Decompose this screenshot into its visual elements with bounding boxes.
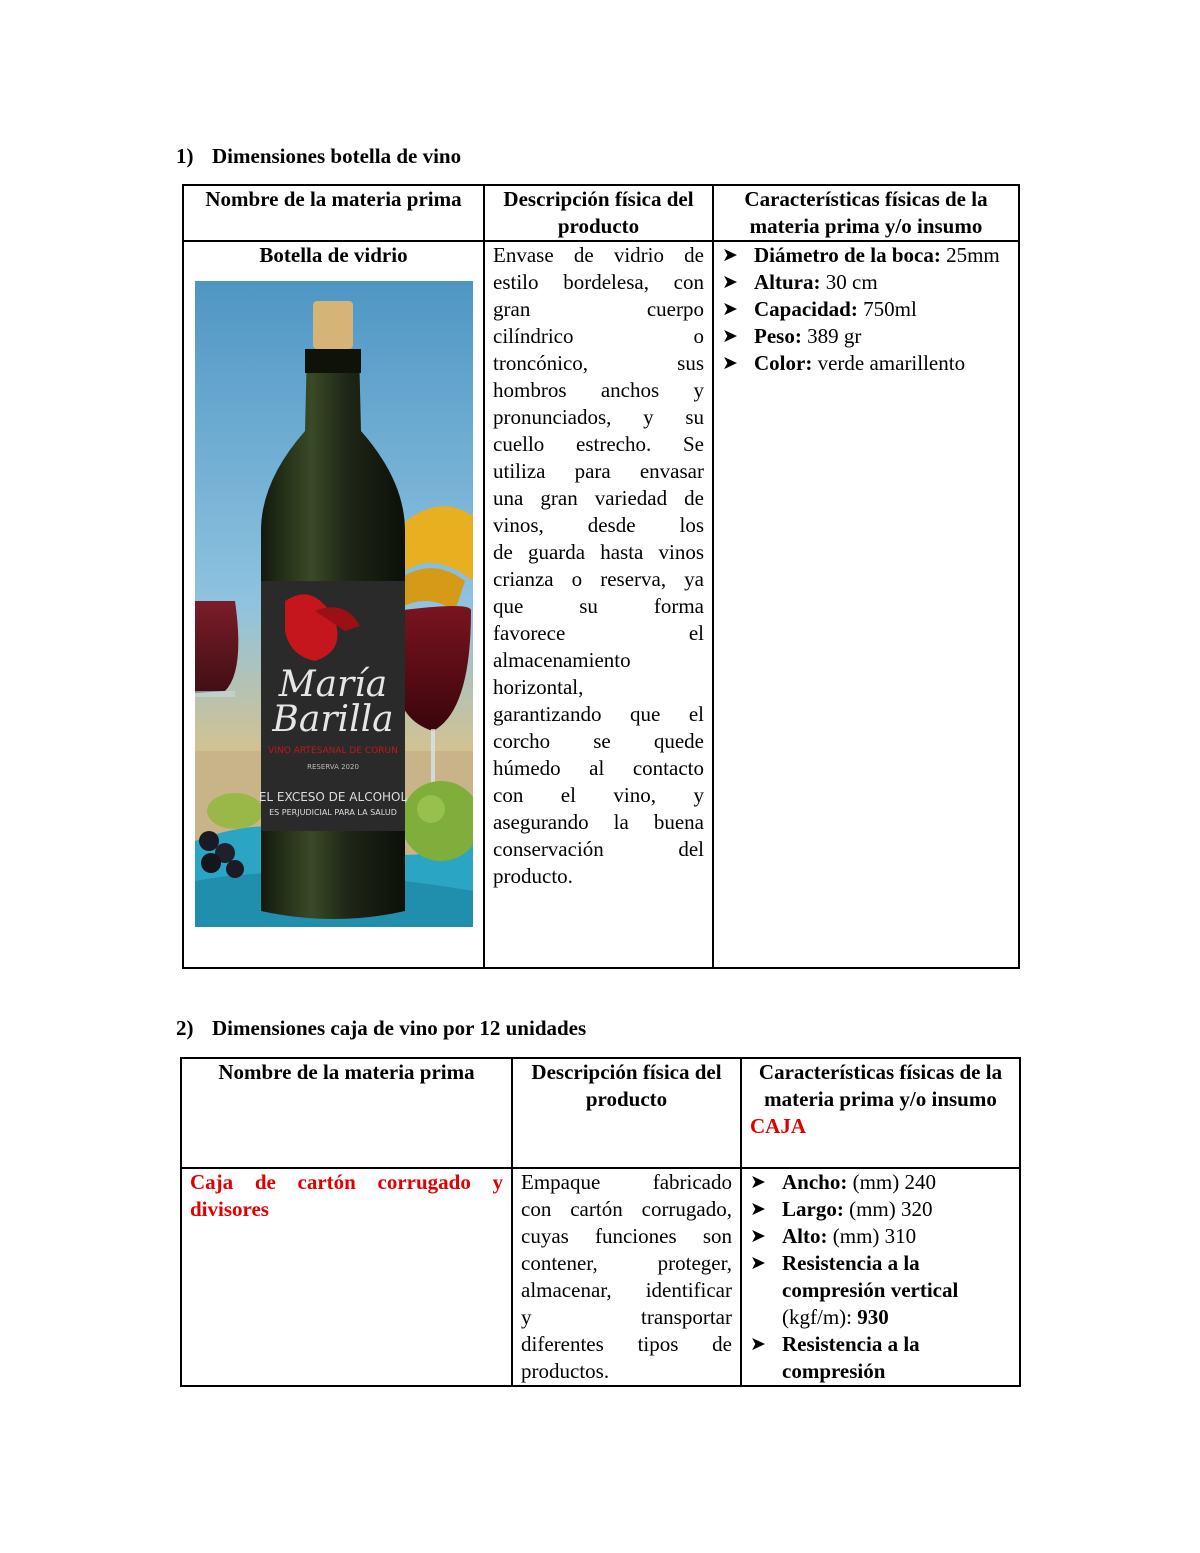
box-description-line: contener, proteger,	[521, 1251, 732, 1275]
box-feature-label: Resistencia a la compresión vertical	[782, 1251, 959, 1302]
bottle-feature-label: Capacidad:	[754, 297, 858, 321]
header-characteristics: Características físicas de la materia prima y/o insumo	[713, 185, 1019, 241]
arrow-bullet-icon: ➤	[750, 1252, 766, 1274]
arrow-bullet-icon: ➤	[722, 352, 738, 374]
bottle-feature-item	[722, 242, 1010, 269]
box-feature-item	[750, 1196, 1011, 1223]
box-header-caja-note: CAJA	[750, 1114, 806, 1138]
wine-bottle-photo	[195, 281, 473, 927]
arrow-bullet-icon: ➤	[750, 1171, 766, 1193]
box-features-list	[750, 1169, 1011, 1385]
bottle-description-cell	[484, 241, 713, 968]
bottle-table-row	[183, 241, 1019, 968]
header-description: Descripción física del producto	[484, 185, 713, 241]
section-2-heading	[176, 1015, 586, 1042]
box-name: Caja de cartón corrugado y divisores	[190, 1170, 503, 1221]
box-feature-value: (kgf/m):	[782, 1305, 852, 1329]
bottle-name-cell	[183, 241, 484, 968]
bottle-name: Botella de vidrio	[259, 243, 408, 267]
bottle-feature-item	[722, 269, 1010, 296]
box-feature-item	[750, 1223, 1011, 1250]
section-1-number: 1)	[176, 144, 194, 168]
bottle-table	[182, 184, 1020, 969]
bottle-description-line: almacenamiento	[493, 648, 631, 672]
bottle-feature-value: verde amarillento	[817, 351, 966, 375]
arrow-bullet-icon: ➤	[722, 325, 738, 347]
bottle-description-line: que su forma	[493, 594, 704, 618]
bottle-description-line: cilíndrico o	[493, 324, 704, 348]
bottle-subtitle: VINO ARTESANAL DE CORUN	[267, 746, 398, 756]
bottle-description-line: conservación del	[493, 837, 704, 861]
bottle-brand-line2: Barilla	[271, 699, 394, 740]
bottle-warning-line1: EL EXCESO DE ALCOHOL	[258, 790, 407, 804]
arrow-bullet-icon: ➤	[750, 1225, 766, 1247]
arrow-bullet-icon: ➤	[722, 244, 738, 266]
box-feature-item	[750, 1331, 1011, 1385]
bottle-description-line: pronunciados, y su	[493, 405, 704, 429]
bottle-feature-value: 25mm	[946, 243, 1000, 267]
bottle-description-line: corcho se quede	[493, 729, 704, 753]
box-description-line: Empaque fabricado	[521, 1170, 732, 1194]
bottle-features-cell	[713, 241, 1019, 968]
box-features-cell	[741, 1168, 1020, 1386]
bottle-feature-item	[722, 350, 1010, 377]
bottle-feature-value: 30 cm	[825, 270, 878, 294]
bottle-description	[493, 242, 704, 890]
box-description-line: diferentes tipos de	[521, 1332, 732, 1356]
bottle-feature-item	[722, 323, 1010, 350]
bottle-description-line: cuello estrecho. Se	[493, 432, 704, 456]
bottle-brand-line1: María	[278, 664, 387, 705]
bottle-description-line: de guarda hasta vinos	[493, 540, 704, 564]
bottle-description-line: vinos, desde los	[493, 513, 704, 537]
box-feature-value: (mm) 320	[849, 1197, 933, 1221]
box-feature-label: Resistencia a la compresión	[782, 1332, 920, 1383]
bottle-description-line: garantizando que el	[493, 702, 704, 726]
box-description-line: cuyas funciones son	[521, 1224, 732, 1248]
box-header-characteristics	[741, 1058, 1020, 1168]
bottle-description-line: favorece el	[493, 621, 704, 645]
arrow-bullet-icon: ➤	[750, 1198, 766, 1220]
bottle-description-line: gran cuerpo	[493, 297, 704, 321]
box-name-cell	[181, 1168, 512, 1386]
box-table-row	[181, 1168, 1020, 1386]
box-description-cell	[512, 1168, 741, 1386]
section-1-heading	[176, 143, 461, 170]
arrow-bullet-icon: ➤	[722, 271, 738, 293]
bottle-description-line: horizontal,	[493, 675, 584, 699]
box-feature-value: (mm) 310	[832, 1224, 917, 1248]
arrow-bullet-icon: ➤	[750, 1333, 766, 1355]
bottle-feature-label: Diámetro de la boca:	[754, 243, 941, 267]
box-description-line: productos.	[521, 1359, 610, 1383]
box-description-line: con cartón corrugado,	[521, 1197, 732, 1221]
bottle-description-line: producto.	[493, 864, 573, 888]
bottle-feature-label: Altura:	[754, 270, 821, 294]
bottle-feature-item	[722, 296, 1010, 323]
section-1-title: Dimensiones botella de vino	[212, 144, 462, 168]
bottle-table-header-row	[183, 185, 1019, 241]
bottle-feature-label: Color:	[754, 351, 813, 375]
bottle-description-line: húmedo al contacto	[493, 756, 704, 780]
box-feature-label: Alto:	[782, 1224, 828, 1248]
box-table-header-row	[181, 1058, 1020, 1168]
box-table	[180, 1057, 1021, 1387]
bottle-description-line: Envase de vidrio de	[493, 243, 704, 267]
bottle-feature-label: Peso:	[754, 324, 802, 348]
box-feature-item	[750, 1169, 1011, 1196]
section-2-title: Dimensiones caja de vino por 12 unidades	[212, 1016, 587, 1040]
section-2-number: 2)	[176, 1016, 194, 1040]
box-feature-value: (mm) 240	[852, 1170, 936, 1194]
bottle-features-list	[722, 242, 1010, 377]
bottle-description-line: troncónico, sus	[493, 351, 704, 375]
box-description-line: almacenar, identificar	[521, 1278, 732, 1302]
box-header-description: Descripción física del producto	[512, 1058, 741, 1168]
bottle-reserve: RESERVA 2020	[306, 763, 359, 771]
bottle-feature-value: 750ml	[863, 297, 917, 321]
arrow-bullet-icon: ➤	[722, 298, 738, 320]
box-feature-value-strong: 930	[857, 1305, 889, 1329]
box-feature-item	[750, 1250, 1011, 1331]
box-header-material-name: Nombre de la materia prima	[181, 1058, 512, 1168]
bottle-description-line: crianza o reserva, ya	[493, 567, 704, 591]
box-feature-label: Ancho:	[782, 1170, 848, 1194]
bottle-description-line: asegurando la buena	[493, 810, 704, 834]
bottle-description-line: hombros anchos y	[493, 378, 704, 402]
bottle-description-line: con el vino, y	[493, 783, 704, 807]
bottle-description-line: estilo bordelesa, con	[493, 270, 704, 294]
header-material-name: Nombre de la materia prima	[183, 185, 484, 241]
box-header-characteristics-text: Características físicas de la materia prima y/o insumo	[758, 1060, 1003, 1111]
box-description-line: y transportar	[521, 1305, 732, 1329]
bottle-feature-value: 389 gr	[807, 324, 862, 348]
bottle-description-line: una gran variedad de	[493, 486, 704, 510]
box-feature-label: Largo:	[782, 1197, 844, 1221]
bottle-warning-line2: ES PERJUDICIAL PARA LA SALUD	[268, 808, 397, 817]
box-description	[521, 1169, 732, 1385]
bottle-description-line: utiliza para envasar	[493, 459, 704, 483]
